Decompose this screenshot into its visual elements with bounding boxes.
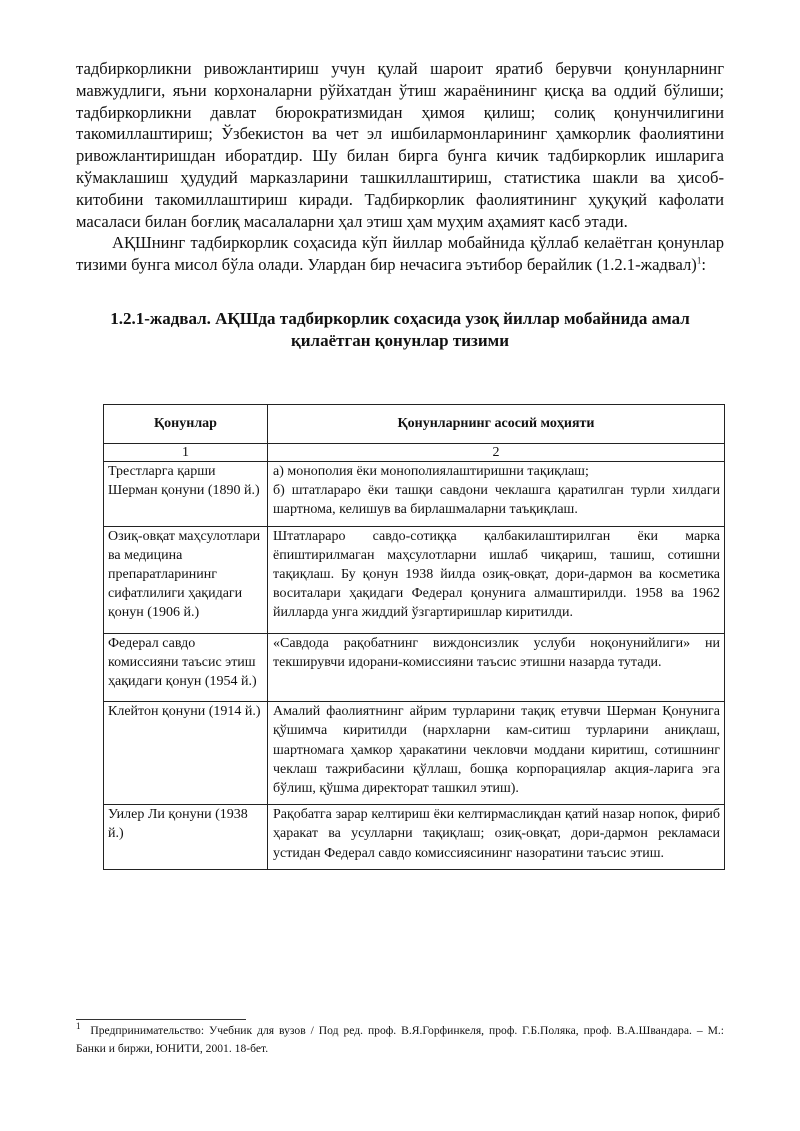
table-header-row (104, 405, 725, 444)
table-row (104, 526, 725, 633)
law-essence: «Савдода рақобатнинг виждонсизлик услуби ноқонунийлиги» ни текширувчи идорани-комиссияни таъсис этишни назарда тутади. (268, 633, 725, 702)
table-caption: 1.2.1-жадвал. АҚШда тадбиркорлик соҳасида узоқ йиллар мобайнида амал қилаётган қонунлар тизими (110, 308, 690, 351)
footnote (76, 1022, 724, 1058)
header-essence: Қонунларнинг асосий моҳияти (268, 405, 725, 444)
column-number-2: 2 (268, 444, 725, 462)
table-row (104, 633, 725, 702)
column-number-1: 1 (104, 444, 268, 462)
law-essence: Амалий фаолиятнинг айрим турларини тақиқ етувчи Шерман Қонунига қўшимча киритилди (нархларни кам-ситиш турларини аниқлаш, шартномага ҳамкор ҳаракатини чекловчи моддани киритиш, сотишнинг чеклаш тажрибасини қўллаш, бошқа корпорациялар акция-ларига эга бўлиш, қўшма директорат ташкил этиш). (268, 702, 725, 805)
footnote-marker: 1 (76, 1021, 81, 1032)
intro-paragraph-2-text: АҚШнинг тадбиркорлик соҳасида кўп йиллар мобайнида қўллаб келаётган қонунлар тизими бунга мисол бўла олади. Улардан бир нечасига эътибор берайлик (1.2.1-жадвал) (76, 233, 724, 275)
footnote-text: Предпринимательство: Учебник для вузов / Под ред. проф. В.Я.Горфинкеля, проф. Г.Б.Поляка, проф. В.А.Швандара. – М.: Банки и биржи, ЮНИТИ, 2001. 18-бет. (76, 1024, 724, 1055)
law-essence: Рақобатга зарар келтириш ёки келтирмаслиқдан қатий назар нопок, фириб ҳаракат ва усулларни тақиқлаш; озиқ-овқат, дори-дармон рекламаси устидан Федерал савдо комиссиясининг назоратини таъсис этиш. (268, 805, 725, 870)
law-name: Озиқ-овқат маҳсулотлари ва медицина препаратларининг сифатлилиги ҳақидаги қонун (1906 й.) (104, 526, 268, 633)
table-row (104, 462, 725, 527)
table-number-row (104, 444, 725, 462)
header-laws: Қонунлар (104, 405, 268, 444)
laws-table (103, 404, 725, 870)
law-essence: Штатлараро савдо-сотиққа қалбакилаштирилган ёки марка ёпиштирилмаган маҳсулотларни ишлаб чиқариш, ташиш, сотишни тақиқлаш. Бу қонун 1938 йилда озиқ-овқат, дори-дармон ва косметика воситалари ҳақидаги Федерал қонунига алмаштирилди. 1958 ва 1962 йилларда унга жиддий ўзгартиришлар киритилди. (268, 526, 725, 633)
law-name: Клейтон қонуни (1914 й.) (104, 702, 268, 805)
law-name: Уилер Ли қонуни (1938 й.) (104, 805, 268, 870)
table-row (104, 805, 725, 870)
table-row (104, 702, 725, 805)
law-essence: а) монополия ёки монополиялаштиришни тақиқлаш; б) штатлараро ёки ташқи савдони чеклашга қаратилган турли хилдаги шартнома, келишув ва бирлашмаларни таъқиқлаш. (268, 462, 725, 527)
intro-paragraph-2-tail: : (701, 255, 706, 275)
law-name: Федерал савдо комиссияни таъсис этиш ҳақидаги қонун (1954 й.) (104, 633, 268, 702)
page-body (76, 58, 724, 353)
footnote-reference: 1 (696, 255, 702, 266)
intro-paragraph-1: тадбиркорликни ривожлантириш учун қулай шароит яратиб берувчи қонунларнинг мавжудлиги, яъни корхоналарни рўйхатдан ўтиш жараёнининг қисқа ва оддий бўлиши; тадбиркорликни давлат бюрократизмидан ҳимоя қилиш; солиқ қонунчилигини такомиллаштириш; Ўзбекистон ва чет эл ишбилармонларининг ҳамкорлик фаолиятини ривожлантиришдан иборатдир. Шу билан бирга бунга кичик тадбиркорлик ишларига кўмаклашиш ҳудудий марказларини ташкиллаштириш, статистика шакли ва ҳисоб-китобини такомиллаштириш киради. Тадбиркорлик фаолиятининг ҳуқуқий кафолати масаласи билан боғлиқ масалаларни ҳал этиш ҳам муҳим аҳамият касб этади. (76, 59, 724, 231)
intro-paragraph-2 (76, 232, 724, 276)
law-name: Трестларга қарши Шерман қонуни (1890 й.) (104, 462, 268, 527)
footnote-separator (76, 1019, 246, 1020)
